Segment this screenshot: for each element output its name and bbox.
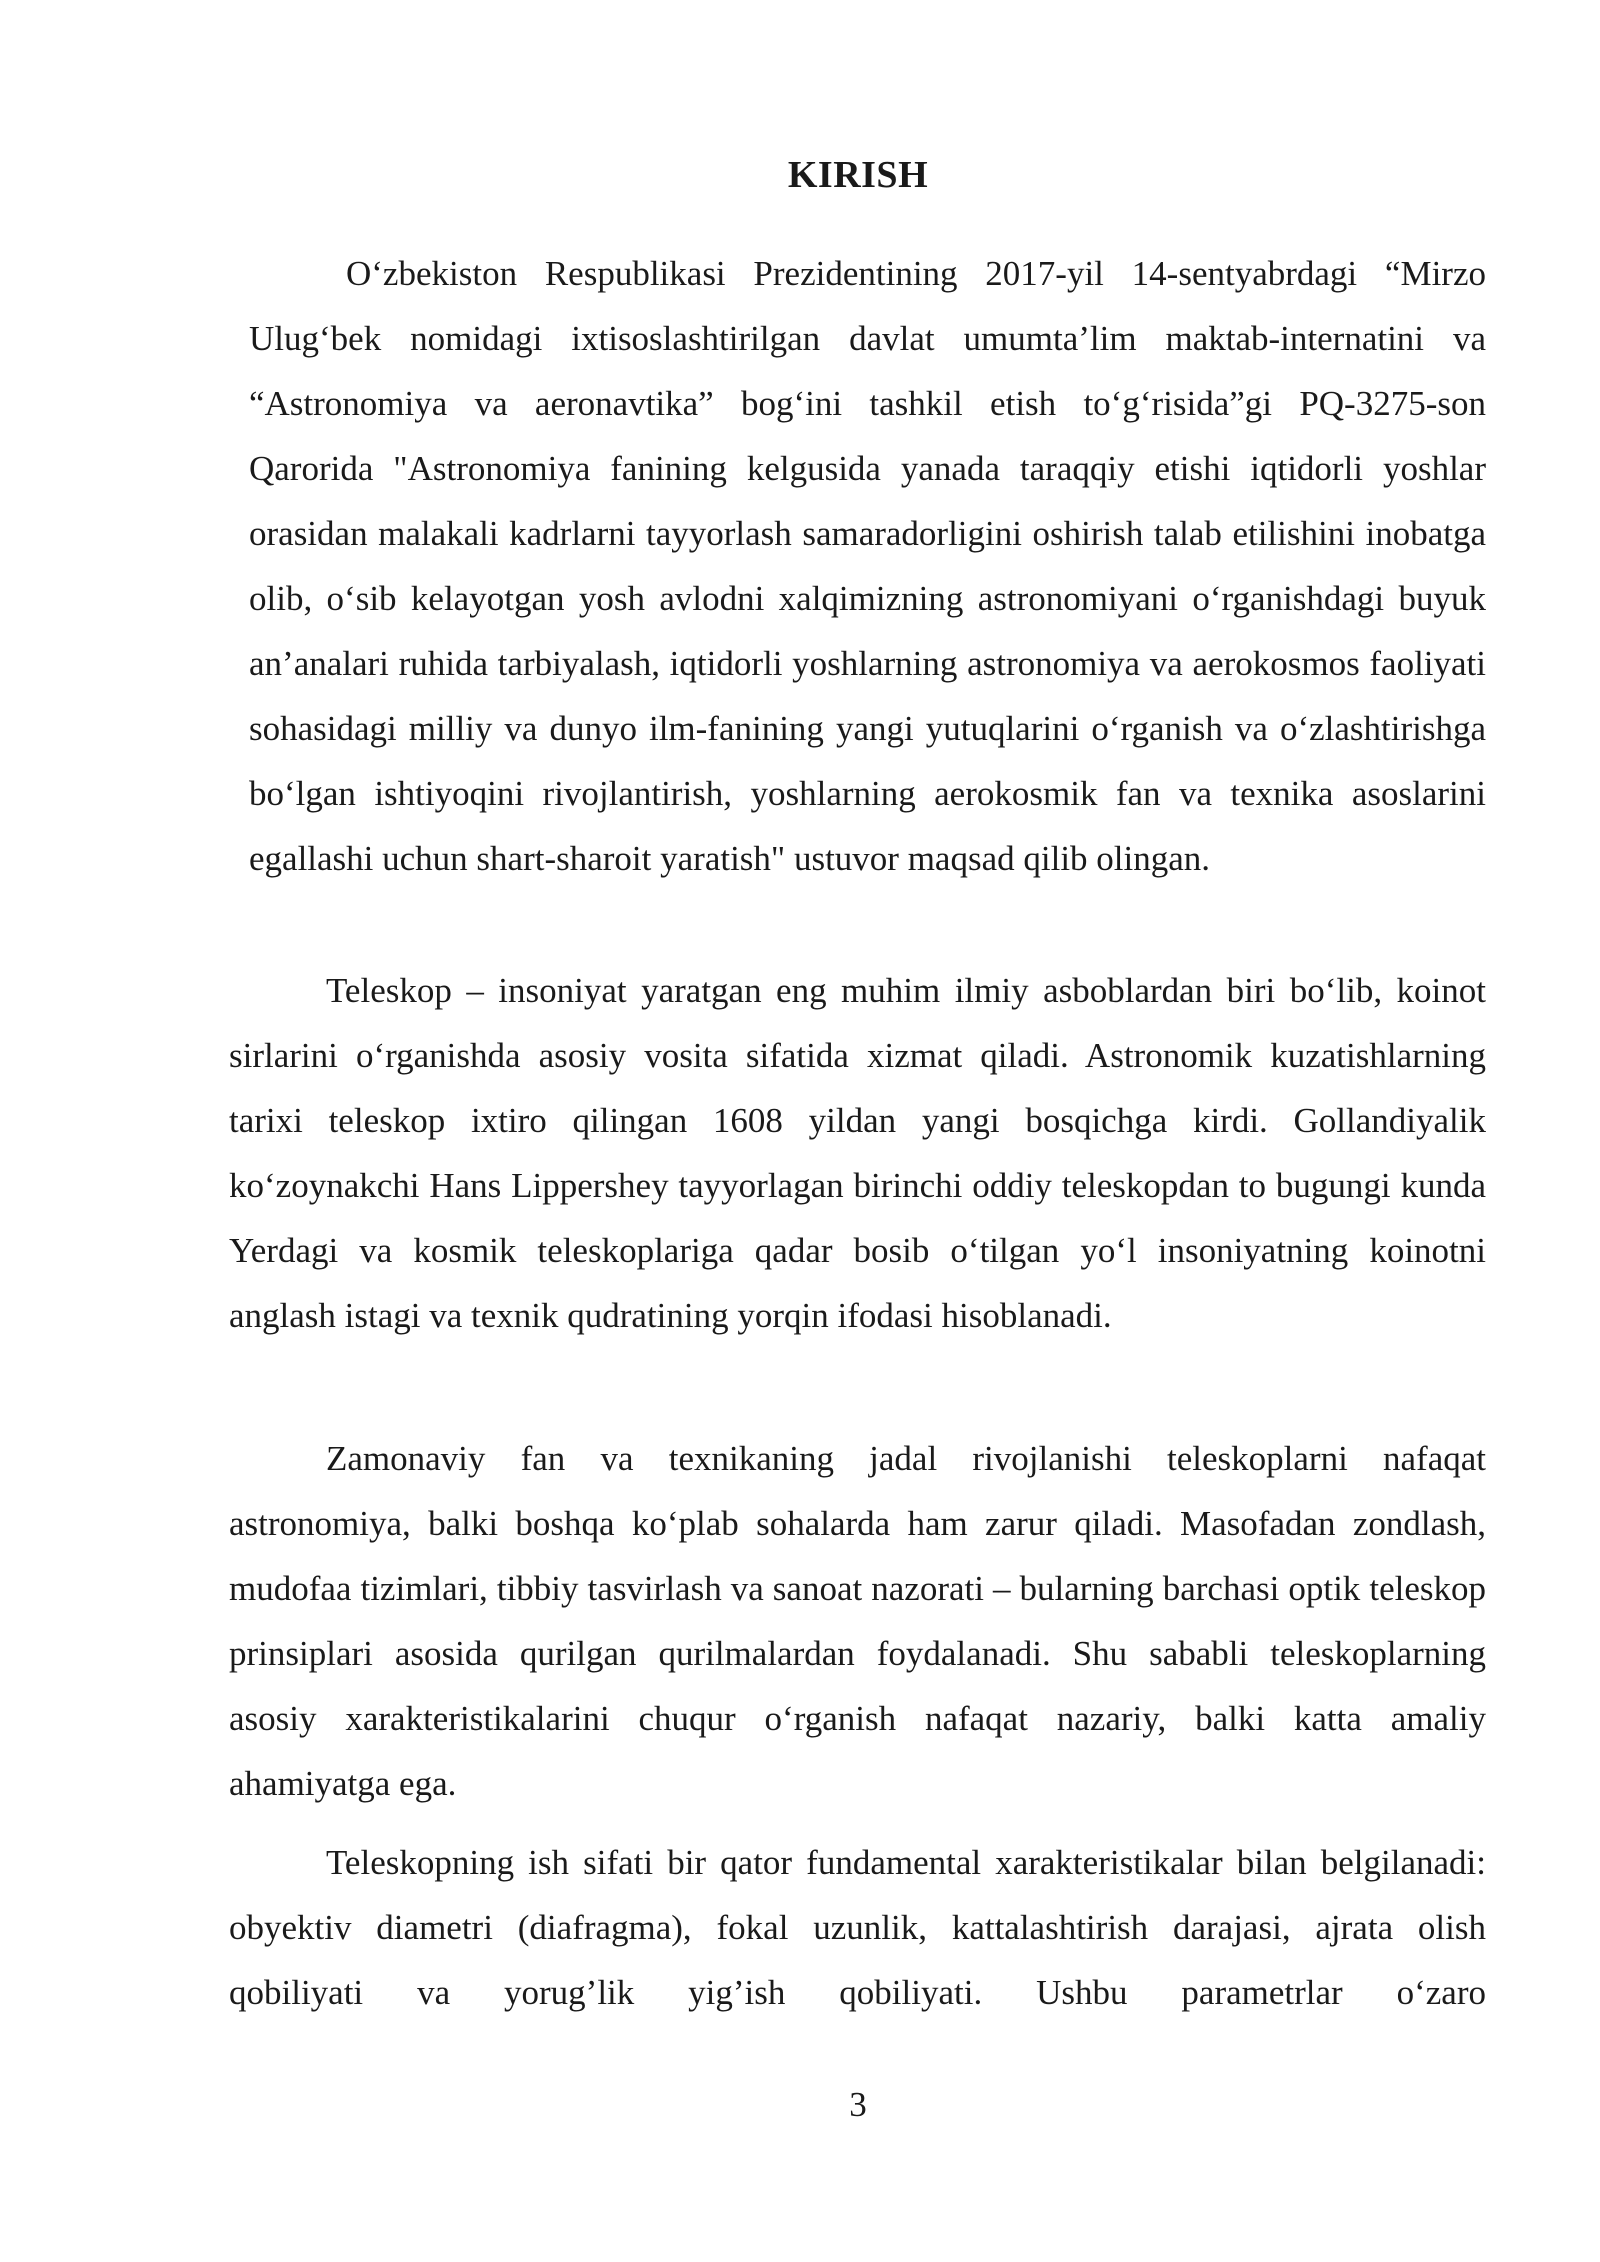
section-title: KIRISH <box>787 154 929 196</box>
paragraph-telescope-history: Teleskop – insoniyat yaratgan eng muhim ilmiy asboblardan biri bo‘lib, koinot sirlarini o‘rganishda asosiy vosita sifatida xizmat qiladi. Astronomik kuzatishlarning tarixi teleskop ixtiro qilingan 1608 yildan yangi bosqichga kirdi. Gollandiyalik ko‘zoynakchi Hans Lippershey tayyorlagan birinchi oddiy teleskopdan to bugungi kunda Yerdagi va kosmik teleskoplariga qadar bosib o‘tilgan yo‘l insoniyatning koinotni anglash istagi va texnik qudratining yorqin ifodasi hisoblanadi. <box>229 971 1486 1335</box>
page-number: 3 <box>849 2085 867 2124</box>
paragraph-decree: O‘zbekiston Respublikasi Prezidentining 2017-yil 14-sentyabrdagi “Mirzo Ulug‘bek nomidagi ixtisoslashtirilgan davlat umumta’lim maktab-internatini va “Astronomiya va aeronavtika” bog‘ini tashkil etish to‘g‘risida”gi PQ-3275-son Qarorida "Astronomiya fanining kelgusida yanada taraqqiy etishi iqtidorli yoshlar orasidan malakali kadrlarni tayyorlash samaradorligini oshirish talab etilishini inobatga olib, o‘sib kelayotgan yosh avlodni xalqimizning astronomiyani o‘rganishdagi buyuk an’analari ruhida tarbiyalash, iqtidorli yoshlarning astronomiya va aerokosmos faoliyati sohasidagi milliy va dunyo ilm-fanining yangi yutuqlarini o‘rganish va o‘zlashtirishga bo‘lgan ishtiyoqini rivojlantirish, yoshlarning aerokosmik fan va texnika asoslarini egallashi uchun shart-sharoit yaratish" ustuvor maqsad qilib olingan. <box>249 254 1486 878</box>
paragraph-characteristics: Teleskopning ish sifati bir qator fundamental xarakteristikalar bilan belgilanadi: obyektiv diametri (diafragma), fokal uzunlik, kattalashtirish darajasi, ajrata olish qobiliyati va yorug’lik yig’ish qobiliyati. Ushbu parametrlar o‘zaro <box>229 1843 1486 2012</box>
paragraph-modern-applications: Zamonaviy fan va texnikaning jadal rivojlanishi teleskoplarni nafaqat astronomiya, balki boshqa ko‘plab sohalarda ham zarur qiladi. Masofadan zondlash, mudofaa tizimlari, tibbiy tasvirlash va sanoat nazorati – bularning barchasi optik teleskop prinsiplari asosida qurilgan qurilmalardan foydalanadi. Shu sababli teleskoplarning asosiy xarakteristikalarini chuqur o‘rganish nafaqat nazariy, balki katta amaliy ahamiyatga ega. <box>229 1439 1486 1803</box>
